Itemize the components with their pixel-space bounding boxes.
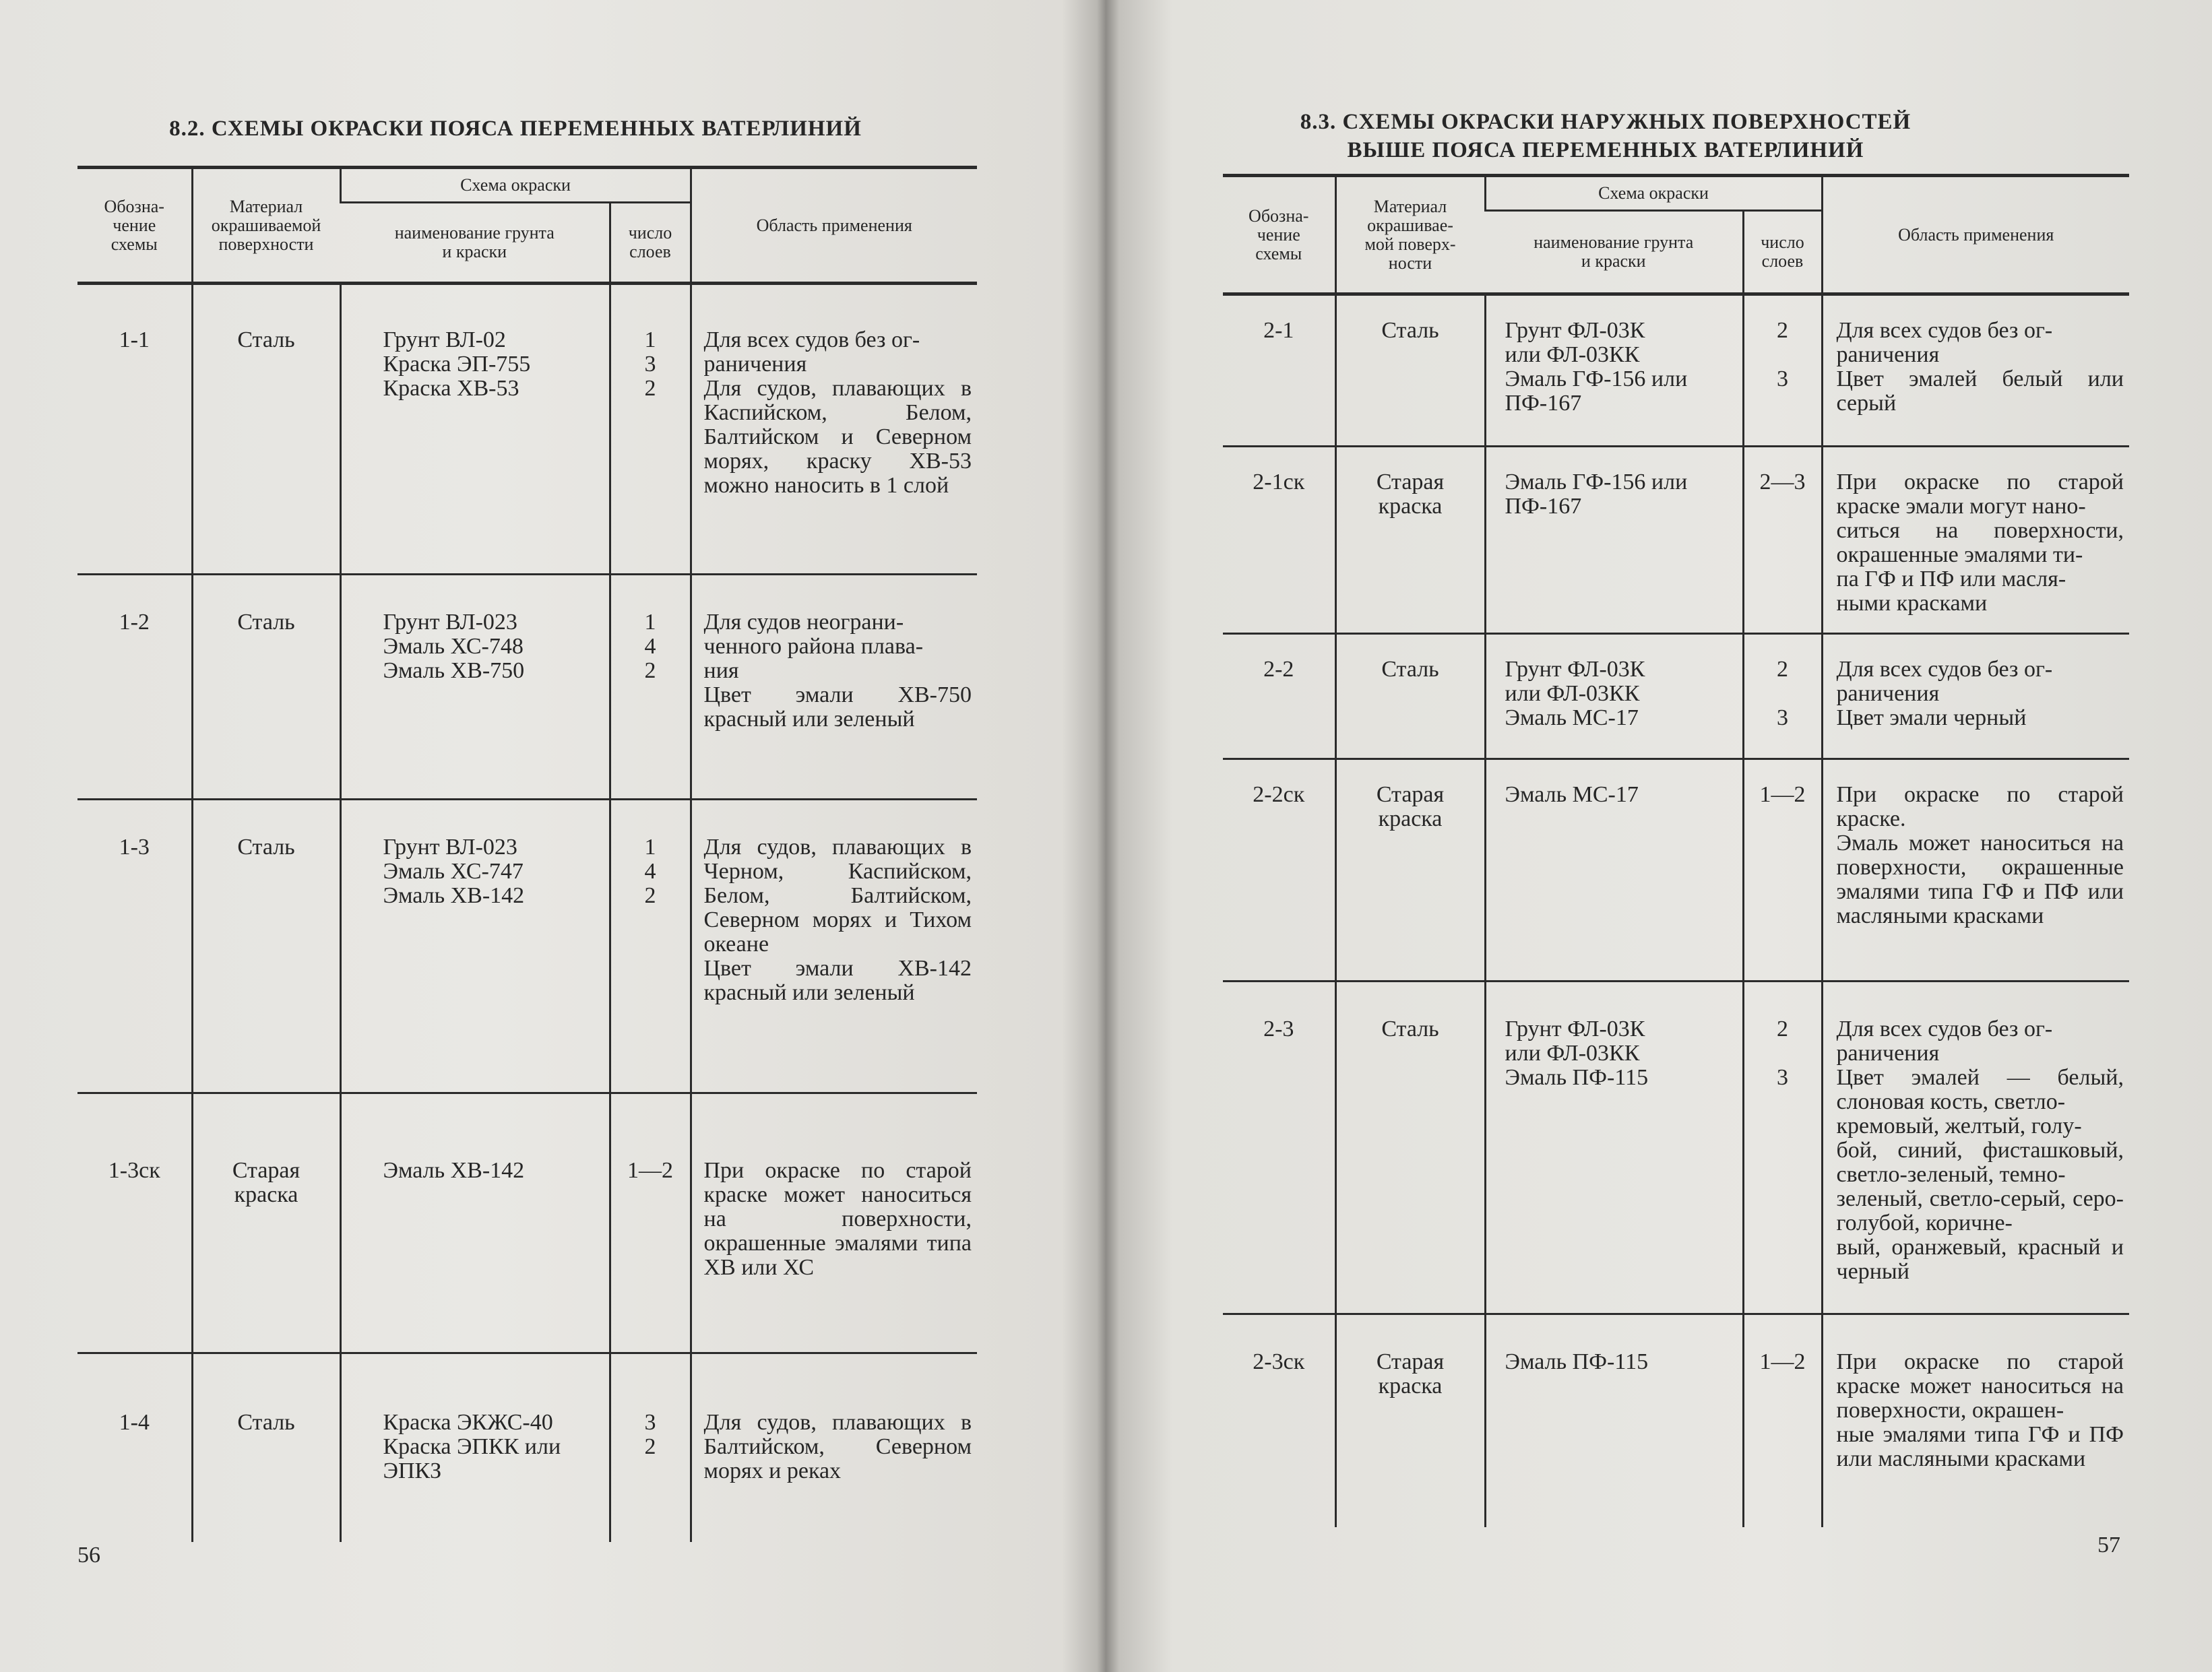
coating-list: Краска ЭКЖС-40 Краска ЭПКК или ЭПКЗ <box>340 1353 610 1542</box>
paint-schemes-table <box>1223 174 2129 1527</box>
scheme-code: 2-3 <box>1223 982 1335 1314</box>
scheme-code: 2-1 <box>1263 318 1294 343</box>
application-note: При окраске по старой краске может наноситься на поверхности, окрашен- ные эмалями типа ГФ и ПФ или масляными красками <box>1822 1314 2129 1527</box>
header-layers: число слоев <box>610 203 691 284</box>
application-note: При окраске по старой краске. Эмаль может наноситься на поверхности, окрашенные эмалями типа ГФ и ПФ или масляными красками <box>1822 759 2129 982</box>
table-row <box>1223 982 2129 1314</box>
table-row <box>1223 447 2129 634</box>
coating-list: Эмаль ГФ-156 или ПФ-167 <box>1485 447 1743 634</box>
table-row <box>77 1353 977 1542</box>
layer-count: 3 2 <box>610 1353 691 1542</box>
coating-list: Грунт ФЛ-03К или ФЛ-03КК Эмаль ГФ-156 или ПФ-167 <box>1485 294 1743 447</box>
table-row <box>77 800 977 1093</box>
layer-count: 1—2 <box>610 1093 691 1353</box>
surface-material: Сталь <box>192 1353 340 1542</box>
coating-list: Эмаль ХВ-142 <box>340 1093 610 1353</box>
application-note: Для судов, плавающих в Балтийском, Северном морях и реках <box>691 1353 977 1542</box>
coating-list: Грунт ВЛ-02 Краска ЭП-755 Краска ХВ-53 <box>340 284 610 575</box>
table-row <box>77 1093 977 1353</box>
coating-list: Эмаль ПФ-115 <box>1485 1314 1743 1527</box>
header-layers: число слоев <box>1743 211 1822 294</box>
scheme-code: 2-2 <box>1223 634 1335 759</box>
scheme-code: 2-1ск <box>1223 447 1335 634</box>
surface-material: Старая краска <box>1335 759 1485 982</box>
table-row <box>1223 294 2129 447</box>
surface-material: Сталь <box>1335 634 1485 759</box>
header-designation: Обозна- чение схемы <box>104 196 164 254</box>
surface-material: Сталь <box>192 800 340 1093</box>
layer-count: 1 4 2 <box>610 800 691 1093</box>
coating-list: Грунт ФЛ-03К или ФЛ-03КК Эмаль ПФ-115 <box>1485 982 1743 1314</box>
application-note: Для всех судов без ог- раничения Цвет эмалей белый или серый <box>1822 294 2129 447</box>
header-designation: Обозна- чение схемы <box>1249 205 1309 263</box>
application-note: При окраске по старой краске эмали могут нано- ситься на поверхности, окрашенные эмалями ти- па ГФ и ПФ или масля- ными красками <box>1822 447 2129 634</box>
layer-count: 1 4 2 <box>610 575 691 800</box>
layer-count: 1 3 2 <box>610 284 691 575</box>
surface-material: Старая краска <box>1335 1314 1485 1527</box>
table-row <box>77 575 977 800</box>
page-number: 56 <box>77 1543 100 1568</box>
layer-count: 2 3 <box>1743 634 1822 759</box>
application-note: Для всех судов без ог- раничения Для судов, плавающих в Каспийском, Белом, Балтийском и Северном морях, краску ХВ-53 можно наносить в 1 слой <box>691 284 977 575</box>
surface-material: Сталь <box>1335 982 1485 1314</box>
header-primer-paint: наименование грунта и краски <box>1534 232 1694 271</box>
scheme-code: 1-4 <box>77 1353 192 1542</box>
section-title: 8.3. СХЕМЫ ОКРАСКИ НАРУЖНЫХ ПОВЕРХНОСТЕЙ ВЫШЕ ПОЯСА ПЕРЕМЕННЫХ ВАТЕРЛИНИЙ <box>1300 110 1911 162</box>
application-note: При окраске по старой краске может наноситься на поверхности, окрашенные эмалями типа ХВ или ХС <box>691 1093 977 1353</box>
page-number: 57 <box>2097 1533 2120 1557</box>
scheme-code: 1-3ск <box>77 1093 192 1353</box>
scheme-code: 1-1 <box>119 327 150 352</box>
header-primer-paint: наименование грунта и краски <box>394 223 555 261</box>
table-row <box>77 284 977 575</box>
scheme-code: 1-3 <box>77 800 192 1093</box>
header-material: Материал окрашивае- мой поверх- ности <box>1335 176 1485 294</box>
right-page <box>1107 0 2212 1672</box>
application-note: Для судов, плавающих в Черном, Каспийском, Белом, Балтийском, Северном морях и Тихом океане Цвет эмали ХВ-142 красный или зеленый <box>691 800 977 1093</box>
layer-count: 2—3 <box>1743 447 1822 634</box>
surface-material: Сталь <box>1335 294 1485 447</box>
header-application: Область применения <box>691 168 977 284</box>
left-page <box>0 0 1105 1672</box>
application-note: Для всех судов без ог- раничения Цвет эмали черный <box>1822 634 2129 759</box>
header-application: Область применения <box>1822 176 2129 294</box>
section-title: 8.2. СХЕМЫ ОКРАСКИ ПОЯСА ПЕРЕМЕННЫХ ВАТЕРЛИНИЙ <box>169 117 862 141</box>
table-row <box>1223 634 2129 759</box>
table-row <box>1223 759 2129 982</box>
surface-material: Сталь <box>192 284 340 575</box>
coating-list: Грунт ВЛ-023 Эмаль ХС-747 Эмаль ХВ-142 <box>340 800 610 1093</box>
application-note: Для судов неограни- ченного района плава- ния Цвет эмали ХВ-750 красный или зеленый <box>691 575 977 800</box>
coating-list: Грунт ФЛ-03К или ФЛ-03КК Эмаль МС-17 <box>1485 634 1743 759</box>
scheme-code: 2-3ск <box>1223 1314 1335 1527</box>
coating-list: Грунт ВЛ-023 Эмаль ХС-748 Эмаль ХВ-750 <box>340 575 610 800</box>
header-material: Материал окрашиваемой поверхности <box>192 168 340 284</box>
coating-list: Эмаль МС-17 <box>1485 759 1743 982</box>
table-row <box>1223 1314 2129 1527</box>
paint-schemes-table <box>77 166 977 1542</box>
scheme-code: 1-2 <box>77 575 192 800</box>
layer-count: 2 3 <box>1743 294 1822 447</box>
layer-count: 1—2 <box>1743 759 1822 982</box>
layer-count: 1—2 <box>1743 1314 1822 1527</box>
surface-material: Сталь <box>192 575 340 800</box>
surface-material: Старая краска <box>192 1093 340 1353</box>
surface-material: Старая краска <box>1335 447 1485 634</box>
layer-count: 2 3 <box>1743 982 1822 1314</box>
header-scheme: Схема окраски <box>340 168 691 203</box>
scheme-code: 2-2ск <box>1223 759 1335 982</box>
header-scheme: Схема окраски <box>1485 176 1822 211</box>
application-note: Для всех судов без ог- раничения Цвет эмалей — белый, слоновая кость, светло- кремовый, желтый, голу- бой, синий, фисташковый, светло-зеленый, темно- зеленый, светло-серый, серо-голубой, коричне- вый, оранжевый, красный и черный <box>1822 982 2129 1314</box>
